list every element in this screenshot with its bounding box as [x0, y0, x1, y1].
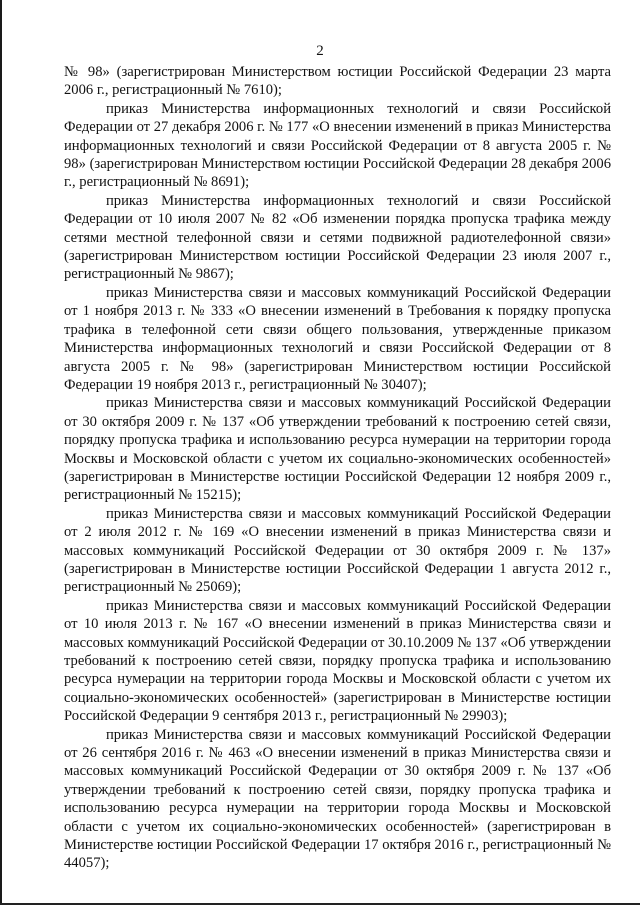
paragraph-1: № 98» (зарегистрирован Министерством юстиции Российской Федерации 23 марта 2006 г., регистрационный № 7610);: [64, 64, 611, 99]
paragraph-3: приказ Министерства информационных технологий и связи Российской Федерации от 10 июля 2007 № 82 «Об изменении порядка пропуска трафика между сетями местной телефонной связи и сетями подвижной радиотелефонной связи» (зарегистрирован Министерством юстиции Российской Федерации 23 июля 2007 г., регистрационный № 9867);: [64, 192, 611, 283]
paragraph-2: приказ Министерства информационных технологий и связи Российской Федерации от 27 декабря 2006 г. № 177 «О внесении изменений в приказ Министерства информационных технологий и связи Российской Федерации от 8 августа 2005 г. № 98» (зарегистрирован Министерством юстиции Российской Федерации 28 декабря 2006 г., регистрационный № 8691);: [64, 100, 611, 191]
paragraph-4: приказ Министерства связи и массовых коммуникаций Российской Федерации от 1 ноября 2013 г. № 333 «О внесении изменений в Требования к порядку пропуска трафика в телефонной сети связи общего пользования, утвержденные приказом Министерства информационных технологий и связи Российской Федерации от 8 августа 2005 г. № 98» (зарегистрирован Министерством юстиции Российской Федерации 19 ноября 2013 г., регистрационный № 30407);: [64, 284, 611, 393]
scan-left-edge: [0, 0, 2, 905]
paragraph-6: приказ Министерства связи и массовых коммуникаций Российской Федерации от 2 июля 2012 г. № 169 «О внесении изменений в приказ Министерства связи и массовых коммуникаций Российской Федерации от 30 октября 2009 г. № 137» (зарегистрирован в Министерстве юстиции Российской Федерации 1 августа 2012 г., регистрационный № 25069);: [64, 505, 611, 596]
paragraph-8: приказ Министерства связи и массовых коммуникаций Российской Федерации от 26 сентября 2016 г. № 463 «О внесении изменений в приказ Министерства связи и массовых коммуникаций Российской Федерации от 30 октября 2009 г. № 137 «Об утверждении требований к построению сетей связи, порядку пропуска трафика и использованию ресурса нумерации на территории города Москвы и Московской области с учетом их социально-экономических особенностей» (зарегистрирован в Министерстве юстиции Российской Федерации 17 октября 2016 г., регистрационный № 44057);: [64, 726, 611, 872]
page-number: 2: [316, 43, 324, 59]
paragraph-5: приказ Министерства связи и массовых коммуникаций Российской Федерации от 30 октября 2009 г. № 137 «Об утверждении требований к построению сетей связи, порядку пропуска трафика и использованию ресурса нумерации на территории города Москвы и Московской области с учетом их социально-экономических особенностей» (зарегистрирован в Министерстве юстиции Российской Федерации 12 ноября 2009 г., регистрационный № 15215);: [64, 395, 611, 504]
paragraph-7: приказ Министерства связи и массовых коммуникаций Российской Федерации от 10 июля 2013 г. № 167 «О внесении изменений в приказ Министерства связи и массовых коммуникаций Российской Федерации от 30.10.2009 № 137 «Об утверждении требований к построению сетей связи, порядку пропуска трафика и использованию ресурса нумерации на территории города Москвы и Московской области с учетом их социально-экономических особенностей» (зарегистрирован в Министерстве юстиции Российской Федерации 9 сентября 2013 г., регистрационный № 29903);: [64, 597, 611, 725]
document-body: [64, 63, 611, 873]
